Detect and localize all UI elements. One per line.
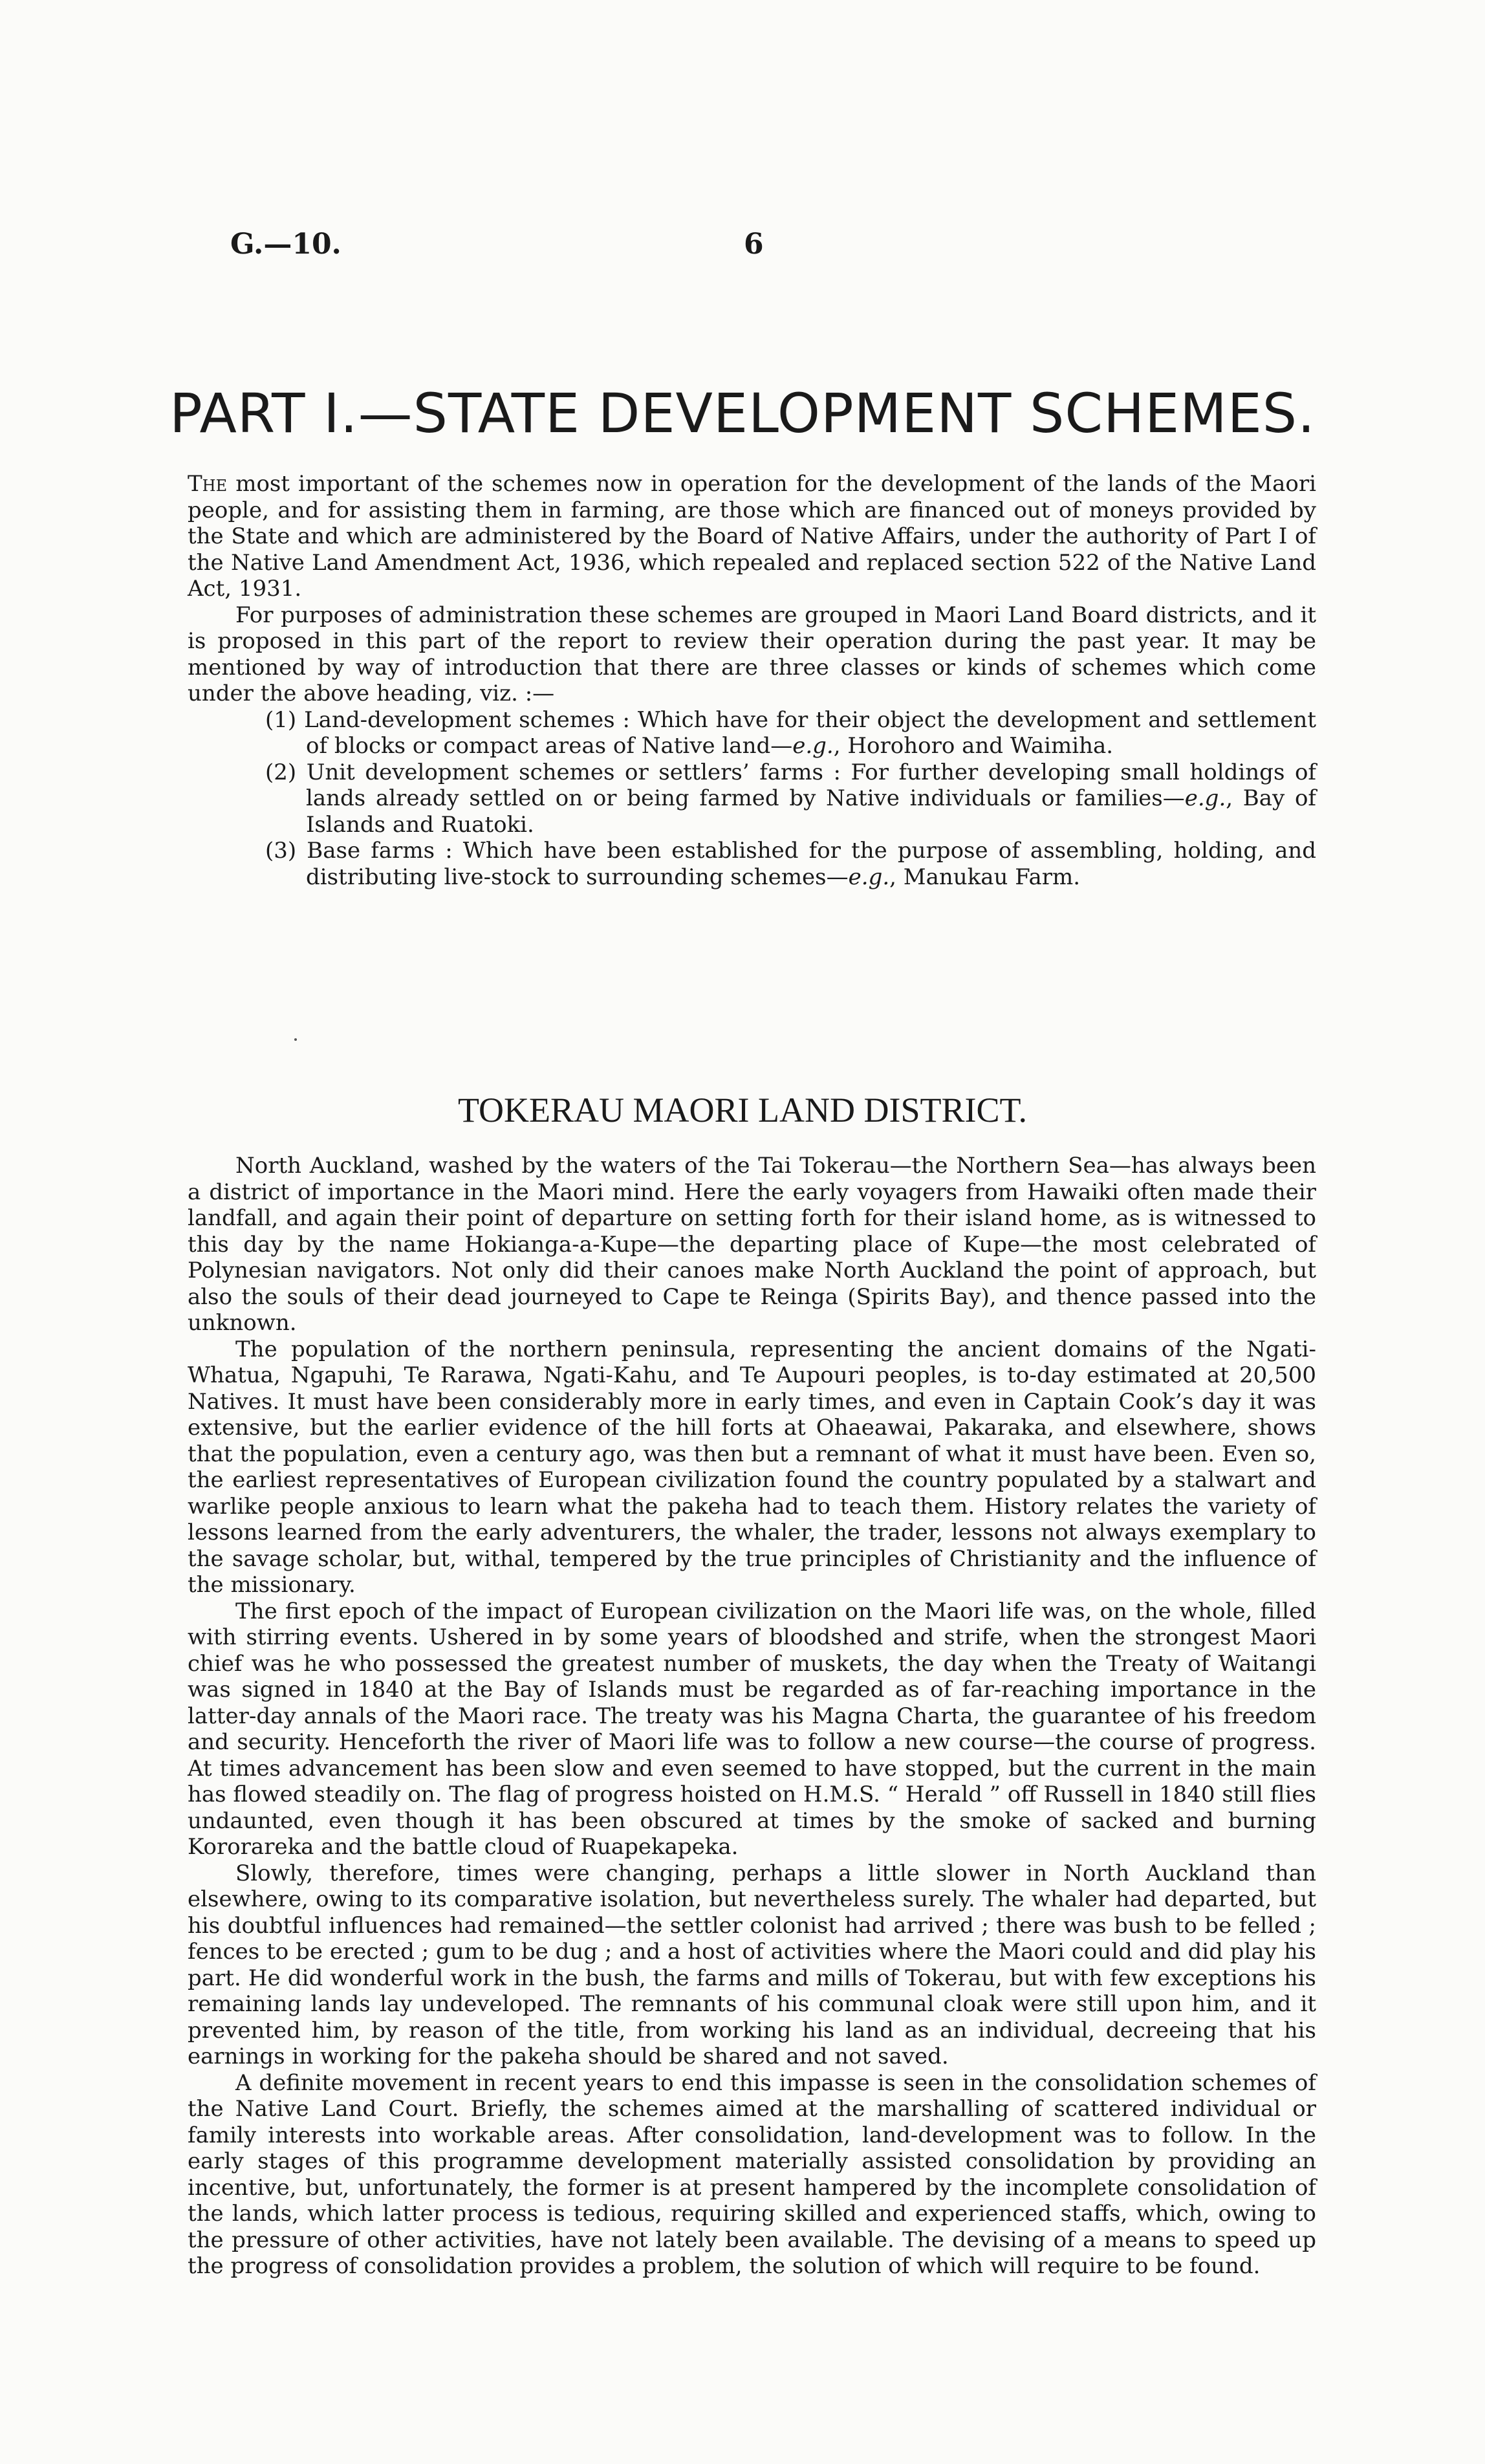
list-item	[228, 759, 1316, 838]
stray-mark	[294, 1038, 297, 1041]
intro-section	[188, 471, 1316, 890]
body-paragraph-5: A definite movement in recent years to end this impasse is seen in the consolidation schemes of the Native Land Court. Briefly, the schemes aimed at the marshalling of scattered individual or family interests into workable areas. After consolidation, land-development was to follow. In the early stages of this programme development materially assisted consolidation by providing an incentive, but, unfortunately, the former is at present hampered by the incomplete consolidation of the lands, which latter process is tedious, requiring skilled and experienced staffs, which, owing to the pressure of other activities, have not lately been available. The devising of a means to speed up the progress of consolidation provides a problem, the solution of which will require to be found.	[188, 2069, 1316, 2279]
list-item-eg: e.g.	[1184, 785, 1226, 811]
intro-lead-word: The	[188, 471, 228, 497]
list-item	[228, 838, 1316, 890]
series-reference: G.—10.	[230, 228, 341, 261]
list-item-text: , Bay of Islands and Ruatoki.	[306, 785, 1316, 838]
list-item-eg: e.g.	[848, 864, 890, 890]
district-title: TOKERAU MAORI LAND DISTRICT.	[458, 1091, 1027, 1129]
body-paragraph-1: North Auckland, washed by the waters of the Tai Tokerau—the Northern Sea—has always been a district of importance in the Maori mind. Here the early voyagers from Hawaiki often made their landfall, and again their point of departure on setting forth for their island home, as is witnessed to this day by the name Hokianga-a-Kupe—the departing place of Kupe—the most celebrated of Polynesian navigators. Not only did their canoes make North Auckland the point of approach, but also the souls of their dead journeyed to Cape te Reinga (Spirits Bay), and thence passed into the unknown.	[188, 1153, 1316, 1336]
page-number: 6	[744, 228, 764, 261]
intro-paragraph-1-text: most important of the schemes now in operation for the development of the lands of the Maori people, and for assisting them in farming, are those which are financed out of moneys provided by the State and which are administered by the Board of Native Affairs, under the authority of Part I of the Native Land Amendment Act, 1936, which repealed and replaced section 522 of the Native Land Act, 1931.	[188, 471, 1316, 602]
list-item	[228, 707, 1316, 759]
list-item-text: , Manukau Farm.	[889, 864, 1081, 890]
list-item-text: (3) Base farms : Which have been established for the purpose of assembling, holding, and distributing live-stock to surrounding schemes—	[265, 838, 1316, 890]
part-title: PART I.—STATE DEVELOPMENT SCHEMES.	[169, 382, 1316, 445]
list-item-eg: e.g.	[792, 733, 834, 759]
list-item-text: , Horohoro and Waimiha.	[833, 733, 1114, 759]
scheme-class-list	[188, 707, 1316, 891]
list-item-text: (2) Unit development schemes or settlers’ farms : For further developing small holdings of lands already settled on or being farmed by Native individuals or families—	[265, 759, 1316, 811]
body-paragraph-4: Slowly, therefore, times were changing, perhaps a little slower in North Auckland than elsewhere, owing to its comparative isolation, but nevertheless surely. The whaler had departed, but his doubtful influences had remained—the settler colonist had arrived ; there was bush to be felled ; fences to be erected ; gum to be dug ; and a host of activities where the Maori could and did play his part. He did wonderful work in the bush, the farms and mills of Tokerau, but with few exceptions his remaining lands lay undeveloped. The remnants of his communal cloak were still upon him, and it prevented him, by reason of the title, from working his land as an individual, decreeing that his earnings in working for the pakeha should be shared and not saved.	[188, 1860, 1316, 2069]
list-item-text: (1) Land-development schemes : Which have for their object the development and settlement of blocks or compact areas of Native land—	[265, 706, 1316, 759]
body-paragraph-2: The population of the northern peninsula, representing the ancient domains of the Ngati-Whatua, Ngapuhi, Te Rarawa, Ngati-Kahu, and Te Aupouri peoples, is to-day estimated at 20,500 Natives. It must have been considerably more in early times, and even in Captain Cook’s day it was extensive, but the earlier evidence of the hill forts at Ohaeawai, Pakaraka, and elsewhere, shows that the population, even a century ago, was then but a remnant of what it must have been. Even so, the earliest representatives of European civilization found the country populated by a stalwart and warlike people anxious to learn what the pakeha had to teach them. History relates the variety of lessons learned from the early adventurers, the whaler, the trader, lessons not always exemplary to the savage scholar, but, withal, tempered by the true principles of Christianity and the influence of the missionary.	[188, 1336, 1316, 1598]
intro-paragraph-2: For purposes of administration these schemes are grouped in Maori Land Board districts, and it is proposed in this part of the report to review their operation during the past year. It may be mentioned by way of introduction that there are three classes or kinds of schemes which come under the above heading, viz. :—	[188, 602, 1316, 706]
intro-paragraph-1	[188, 471, 1316, 602]
body-paragraph-3: The first epoch of the impact of European civilization on the Maori life was, on the whole, filled with stirring events. Ushered in by some years of bloodshed and strife, when the strongest Maori chief was he who possessed the greatest number of muskets, the day when the Treaty of Waitangi was signed in 1840 at the Bay of Islands must be regarded as of far-reaching importance in the latter-day annals of the Maori race. The treaty was his Magna Charta, the guarantee of his freedom and security. Henceforth the river of Maori life was to follow a new course—the course of progress. At times advancement has been slow and even seemed to have stopped, but the current in the main has flowed steadily on. The flag of progress hoisted on H.M.S. “ Herald ” off Russell in 1840 still flies undaunted, even though it has been obscured at times by the smoke of sacked and burning Kororareka and the battle cloud of Ruapekapeka.	[188, 1598, 1316, 1860]
district-body	[188, 1153, 1316, 2280]
